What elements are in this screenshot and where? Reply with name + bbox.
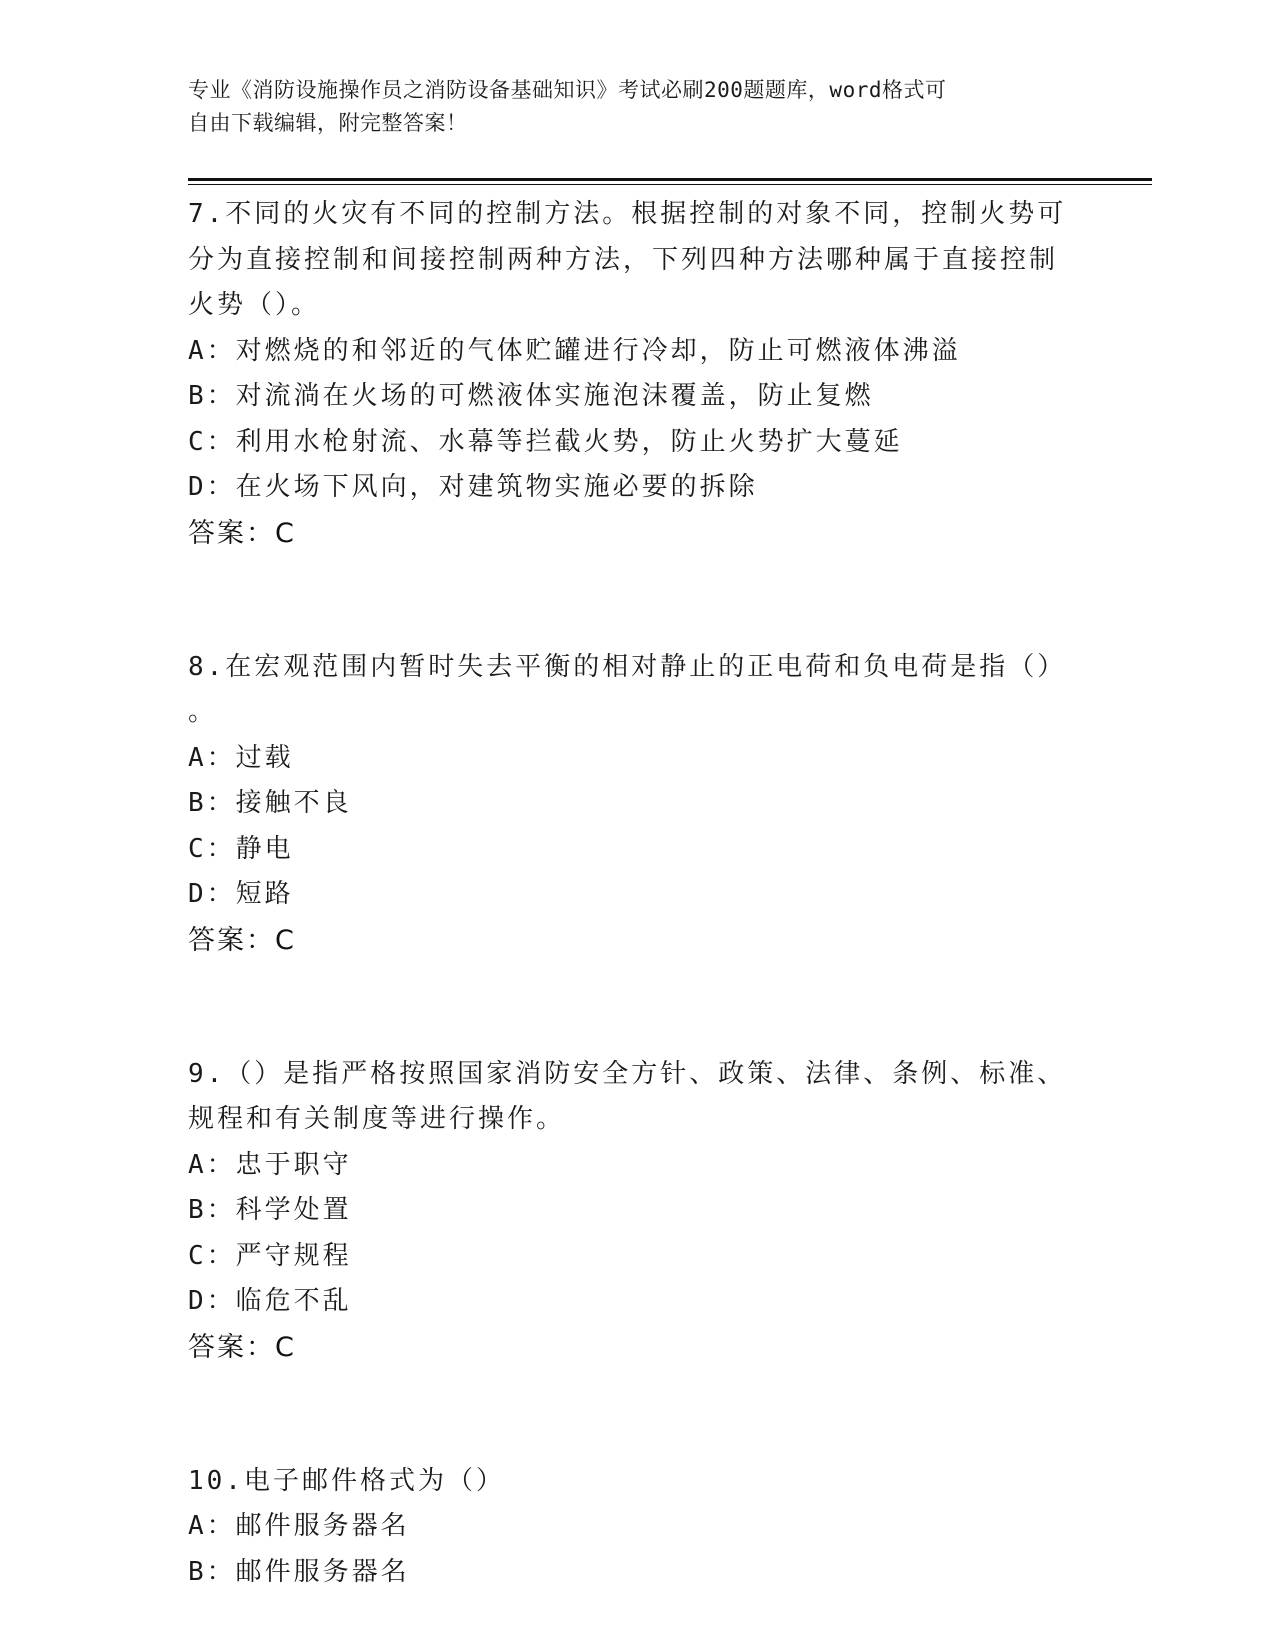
answer-label: 答案： [188, 517, 275, 549]
header-divider-thin [188, 184, 1152, 185]
option-a: A：邮件服务器名 [188, 1511, 410, 1541]
question-stem-line: 7.不同的火灾有不同的控制方法。根据控制的对象不同，控制火势可 [188, 199, 1067, 229]
question-stem-line: 规程和有关制度等进行操作。 [188, 1104, 566, 1134]
answer-label: 答案： [188, 924, 275, 956]
answer-value: C [275, 924, 294, 956]
question-stem-line: 分为直接控制和间接控制两种方法，下列四种方法哪种属于直接控制 [188, 244, 1059, 275]
option-d: D：临危不乱 [188, 1286, 352, 1316]
question-spacer [188, 1371, 1068, 1459]
option-b: B：对流淌在火场的可燃液体实施泡沫覆盖，防止复燃 [188, 381, 874, 411]
answer-label: 答案： [188, 1331, 275, 1363]
option-c: C：静电 [188, 833, 294, 864]
question-stem-line: 火势（）。 [188, 290, 321, 320]
option-c: C：利用水枪射流、水幕等拦截火势，防止火势扩大蔓延 [188, 426, 903, 457]
option-d: D：在火场下风向，对建筑物实施必要的拆除 [188, 472, 758, 502]
document-header [188, 74, 1068, 140]
option-b: B：邮件服务器名 [188, 1556, 410, 1587]
option-a: A：对燃烧的和邻近的气体贮罐进行冷却，防止可燃液体沸溢 [188, 335, 961, 366]
question-spacer [188, 557, 1068, 645]
answer-line [188, 511, 1068, 557]
answer-line [188, 918, 1068, 964]
option-d: D：短路 [188, 879, 294, 909]
question-7 [188, 192, 1068, 557]
answer-value: C [275, 1331, 294, 1363]
answer-value: C [275, 517, 294, 549]
answer-line [188, 1325, 1068, 1371]
question-10 [188, 1459, 1068, 1596]
question-stem-line: 9.（）是指严格按照国家消防安全方针、政策、法律、条例、标准、 [188, 1058, 1067, 1089]
option-a: A：忠于职守 [188, 1149, 352, 1180]
header-line-1: 专业《消防设施操作员之消防设备基础知识》考试必刷200题题库，word格式可 [188, 78, 947, 102]
question-9 [188, 1052, 1068, 1371]
question-stem-line: 10.电子邮件格式为（） [188, 1465, 505, 1496]
option-b: B：接触不良 [188, 788, 352, 818]
question-stem-line: 8.在宏观范围内暂时失去平衡的相对静止的正电荷和负电荷是指（） [188, 651, 1067, 682]
question-list [188, 192, 1068, 1595]
question-spacer [188, 964, 1068, 1052]
question-stem-line: 。 [188, 697, 218, 727]
header-divider-thick [188, 178, 1152, 181]
option-b: B：科学处置 [188, 1195, 352, 1225]
question-8 [188, 645, 1068, 964]
option-c: C：严守规程 [188, 1240, 352, 1271]
header-line-2: 自由下载编辑，附完整答案！ [188, 111, 468, 135]
option-a: A：过载 [188, 742, 294, 773]
